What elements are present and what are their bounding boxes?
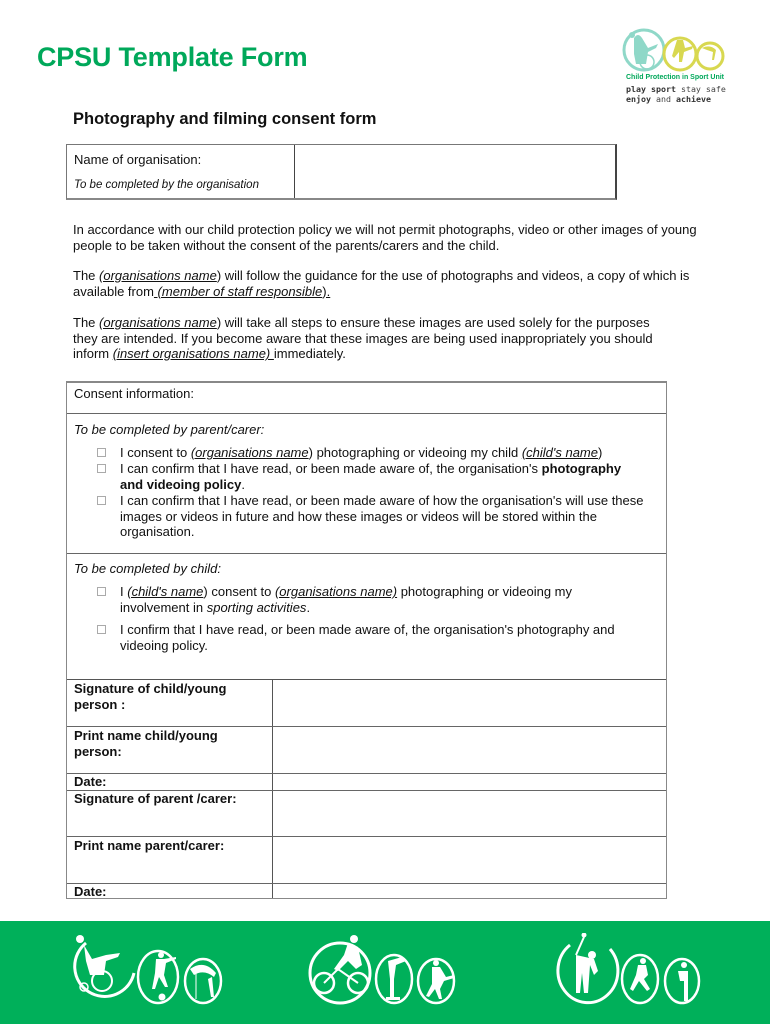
checkbox[interactable] — [97, 464, 106, 473]
divider — [67, 413, 666, 414]
print-name-parent-field[interactable] — [273, 837, 666, 883]
checkbox[interactable] — [97, 625, 106, 634]
footer-sport-group-2 — [304, 933, 464, 1008]
placeholder-member-of-staff: (member of staff responsible — [153, 283, 323, 299]
consent-header: Consent information: — [74, 386, 194, 401]
signature-parent-label: Signature of parent /carer: — [74, 791, 237, 806]
signature-child-field[interactable] — [273, 680, 666, 726]
organisation-label: Name of organisation: — [74, 152, 202, 167]
placeholder-organisations-name: (organisations name — [99, 268, 217, 283]
cpsu-logo — [622, 26, 740, 110]
footballer-icon — [138, 951, 178, 1003]
organisation-name-field[interactable] — [295, 145, 615, 198]
checkbox[interactable] — [97, 587, 106, 596]
golfer-icon — [558, 933, 618, 1003]
signature-child-label: Signature of child/young person : — [74, 681, 227, 712]
placeholder-insert-organisations-name: (insert organisations name) — [112, 346, 274, 362]
page-title: CPSU Template Form — [37, 42, 308, 72]
footer-sport-group-3 — [546, 933, 706, 1008]
logo-org-name: Child Protection in Sport Unit — [626, 74, 724, 81]
consent-table: Consent information: To be completed by parent/carer: I consent to (organisations name) photographing or videoing my child (child's name) I can confirm that I have read, or been made aware of, the organisation's photography and videoing policy. I can confirm that I have read, or been made aware of how the organisation's will use these images or videos in future and how these images or videos will be stored within the organisation. To be completed by child: I (child's name) consent to (organisations name) photographing or videoing my involvement in sporting activities. I confirm that I have read, or been made aware of, the organisation's photography and videoing policy. Signature of child/young person : Print name child/young person: Date: Signature of parent /carer: Print name parent/carer: Date: — [66, 381, 667, 899]
footer-sport-group-1 — [66, 933, 226, 1008]
organisation-note: To be completed by the organisation — [74, 179, 259, 191]
sport-figures-logo-icon — [622, 26, 740, 74]
high-jumper-icon — [185, 959, 221, 1003]
date-parent-field[interactable] — [273, 884, 666, 899]
policy-paragraph-3: The (organisations name) will take all steps to ensure these images are used solely for the purposes they are intended. If you become aware that these images are being used inappropriately you should inform (insert organisations name) immediately. — [73, 315, 653, 362]
tennis-player-icon — [418, 959, 454, 1003]
cyclist-icon — [310, 935, 370, 1003]
placeholder-organisations-name: (organisations name — [99, 315, 217, 330]
divider — [67, 553, 666, 554]
policy-paragraph-1: In accordance with our child protection policy we will not permit photographs, video or other images of young people to be taken without the consent of the parents/carers and the child. — [73, 222, 697, 253]
checkbox[interactable] — [97, 448, 106, 457]
wheelchair-athlete-icon — [75, 935, 134, 996]
checkbox[interactable] — [97, 496, 106, 505]
bowler-icon — [665, 959, 699, 1003]
signature-parent-field[interactable] — [273, 791, 666, 836]
print-name-child-field[interactable] — [273, 727, 666, 773]
parent-section-title: To be completed by parent/carer: — [74, 422, 265, 437]
logo-tagline-2: enjoy and achieve — [626, 94, 711, 104]
logo-tagline-1: play sport stay safe — [626, 84, 726, 94]
swimmer-icon — [376, 955, 412, 1003]
policy-paragraph-2: The (organisations name) will follow the guidance for the use of photographs and videos, a copy of which is available from (member of staff responsible). — [73, 268, 690, 299]
footer-band — [0, 921, 770, 1024]
runner-icon — [622, 955, 658, 1003]
print-name-parent-label: Print name parent/carer: — [74, 838, 225, 853]
organisation-table — [66, 144, 617, 200]
print-name-child-label: Print name child/young person: — [74, 728, 218, 759]
child-section-title: To be completed by child: — [74, 561, 221, 576]
date-child-label: Date: — [74, 774, 107, 789]
date-parent-label: Date: — [74, 884, 107, 899]
organisation-label-cell — [67, 145, 295, 198]
date-child-field[interactable] — [273, 774, 666, 790]
form-subtitle: Photography and filming consent form — [73, 110, 377, 128]
